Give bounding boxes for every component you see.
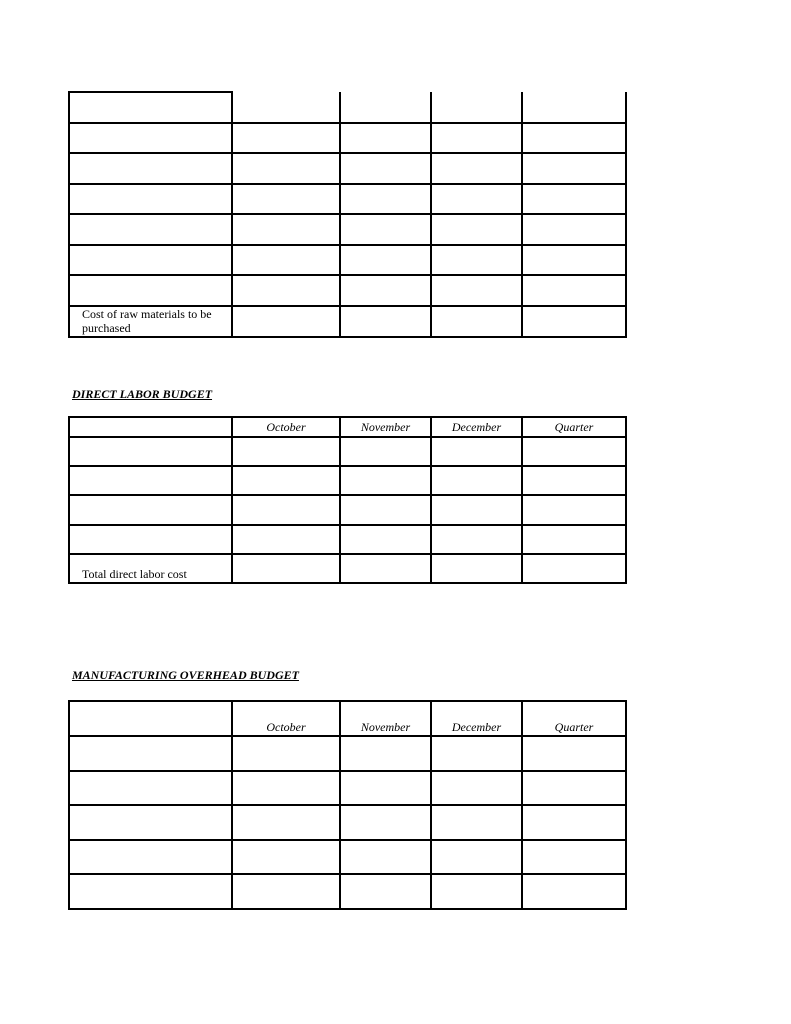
table-cell [340,306,431,337]
column-header-november: November [340,417,431,437]
table-row [69,245,626,276]
table-cell [340,184,431,215]
table-cell [431,306,522,337]
table-cell [522,92,626,123]
table-cell [69,417,232,437]
table-cell [340,771,431,806]
table-row [69,495,626,524]
table-cell [232,466,340,495]
table-cell [431,123,522,154]
table-cell [69,437,232,466]
column-header-quarter: Quarter [522,417,626,437]
table-cell [340,525,431,554]
table-cell [232,123,340,154]
table-row [69,736,626,771]
table-header-row [69,701,626,736]
table-cell [69,495,232,524]
table-cell [340,466,431,495]
table-cell [232,92,340,123]
table-cell [232,275,340,306]
table-row [69,306,626,337]
table-cell [232,554,340,583]
table-cell [232,736,340,771]
table-cell [431,184,522,215]
table-cell [69,736,232,771]
table-cell [431,495,522,524]
table-cell [69,874,232,909]
table-cell [69,153,232,184]
table-cell [340,245,431,276]
table-cell [522,771,626,806]
column-header-december: December [431,417,522,437]
table-row [69,275,626,306]
table-cell [522,214,626,245]
table-cell [522,874,626,909]
table-cell [69,701,232,736]
column-header-quarter: Quarter [522,701,626,736]
column-header-october: October [232,701,340,736]
table-cell [232,214,340,245]
table-cell [232,525,340,554]
manufacturing-overhead-budget-title: MANUFACTURING OVERHEAD BUDGET [72,668,299,682]
table-cell [232,495,340,524]
table-cell [340,214,431,245]
table-cell [522,805,626,840]
table-cell [340,805,431,840]
column-header-december: December [431,701,522,736]
table-cell [522,525,626,554]
table-row [69,554,626,583]
table-row [69,874,626,909]
table-cell [431,874,522,909]
table-cell [69,466,232,495]
table-cell [522,184,626,215]
table-cell [69,805,232,840]
table-cell [340,437,431,466]
table-cell [522,554,626,583]
table-cell [340,123,431,154]
table-cell [431,840,522,875]
table-cell [431,466,522,495]
table-cell [69,275,232,306]
table-cell [340,736,431,771]
table-cell [232,805,340,840]
table-cell [232,771,340,806]
table-row [69,525,626,554]
table-cell [69,245,232,276]
table-cell [431,275,522,306]
table-cell [431,805,522,840]
direct-labor-budget-table [68,416,627,584]
table-cell [340,275,431,306]
table-cell [522,495,626,524]
table-cell [69,92,232,123]
table-cell [431,437,522,466]
table-header-row [69,417,626,437]
table-row [69,771,626,806]
table-cell [69,771,232,806]
table-cell [340,92,431,123]
table-cell [232,184,340,215]
raw-materials-table [68,91,627,338]
table-row [69,466,626,495]
table-cell [232,840,340,875]
table-cell [232,245,340,276]
total-direct-labor-cost-label: Total direct labor cost [69,554,232,583]
table-cell [340,153,431,184]
table-cell [522,466,626,495]
table-row [69,840,626,875]
table-cell [69,123,232,154]
table-row [69,123,626,154]
table-cell [431,153,522,184]
table-cell [431,92,522,123]
column-header-october: October [232,417,340,437]
table-cell [232,306,340,337]
table-cell [522,840,626,875]
table-cell [522,275,626,306]
table-cell [522,153,626,184]
table-cell [69,184,232,215]
manufacturing-overhead-budget-table [68,700,627,910]
table-cell [232,153,340,184]
table-cell [232,874,340,909]
table-cell [431,554,522,583]
table-cell [232,437,340,466]
table-row [69,214,626,245]
table-cell [522,123,626,154]
table-cell [431,245,522,276]
raw-materials-cost-label: Cost of raw materials to be purchased [69,306,232,337]
table-cell [340,840,431,875]
table-row [69,92,626,123]
table-cell [522,245,626,276]
table-cell [69,840,232,875]
table-cell [340,874,431,909]
table-cell [340,554,431,583]
table-row [69,184,626,215]
table-cell [522,736,626,771]
table-cell [522,306,626,337]
table-cell [431,214,522,245]
direct-labor-budget-title: DIRECT LABOR BUDGET [72,387,213,401]
table-cell [340,495,431,524]
table-cell [522,437,626,466]
table-row [69,437,626,466]
table-cell [69,214,232,245]
table-cell [431,736,522,771]
table-cell [431,525,522,554]
table-cell [69,525,232,554]
table-cell [431,771,522,806]
table-row [69,153,626,184]
column-header-november: November [340,701,431,736]
table-row [69,805,626,840]
